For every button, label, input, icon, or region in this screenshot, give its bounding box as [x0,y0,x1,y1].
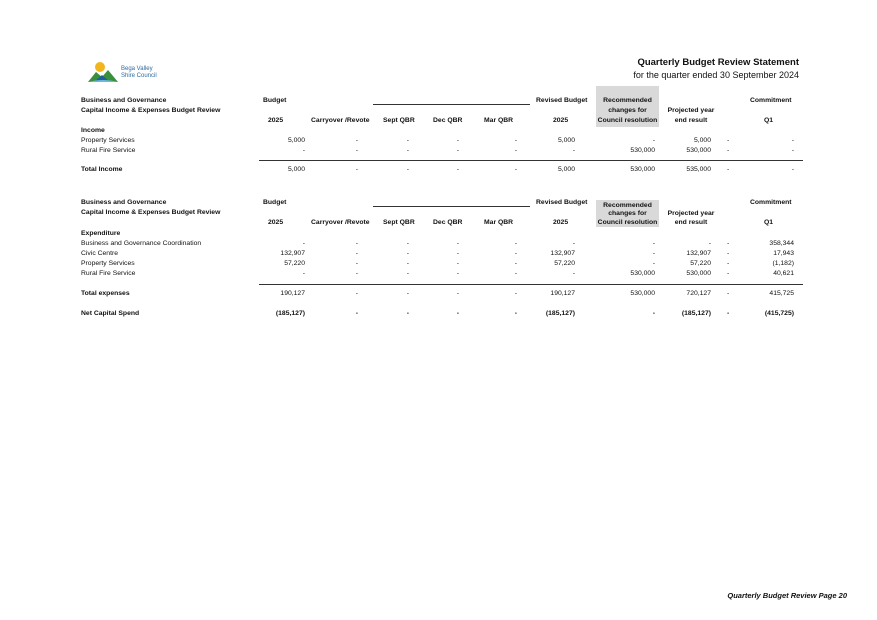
row-label: Property Services [81,137,135,144]
net-sept: - [406,310,409,317]
cell-projected: - [708,240,711,247]
income-heading: Income [81,127,105,134]
dec-qbr-header: Dec QBR [433,117,463,124]
net-projected: (185,127) [681,310,711,317]
cell-budget: 132,907 [280,250,305,257]
budget-header: Budget [263,97,287,104]
cell-budget: 5,000 [287,137,305,144]
total-projected: 720,127 [686,290,711,297]
revised-budget-header: Revised Budget [536,199,588,206]
projected-header-1: Projected year [667,107,715,114]
revised-year-header: 2025 [553,117,569,124]
total-recommended: 530,000 [630,166,655,173]
cell-sept: - [406,137,409,144]
cell-carryover: - [355,270,358,277]
total-carryover: - [355,166,358,173]
net-mar: - [514,310,517,317]
total-recommended: 530,000 [630,290,655,297]
cell-sept: - [406,260,409,267]
recommended-header-1: Recommended [603,202,652,209]
total-expenses-rule [259,284,803,285]
cell-commitment: 17,943 [773,250,794,257]
cell-dec: - [456,240,459,247]
sept-qbr-header: Sept QBR [383,219,415,226]
cell-recommended: - [652,137,655,144]
cell-variance: - [727,137,730,144]
section-subtitle: Capital Income & Expenses Budget Review [81,209,221,216]
qbr-header-rule [373,104,530,105]
row-label: Rural Fire Service [81,147,136,154]
cell-revised: 132,907 [550,250,575,257]
cell-revised: - [572,270,575,277]
cell-commitment: 358,344 [769,240,794,247]
page-title: Quarterly Budget Review Statement [637,57,799,68]
cell-carryover: - [355,260,358,267]
total-sept: - [406,166,409,173]
cell-projected: 57,220 [690,260,711,267]
projected-header-1: Projected year [667,210,715,217]
carryover-header: Carryover /Revote [311,117,370,124]
total-budget: 190,127 [280,290,305,297]
total-projected: 535,000 [686,166,711,173]
cell-recommended: 530,000 [630,147,655,154]
cell-dec: - [456,260,459,267]
svg-text:Shire Council: Shire Council [121,73,157,79]
cell-mar: - [514,250,517,257]
total-sept: - [406,290,409,297]
total-income-label: Total Income [81,166,123,173]
cell-revised: - [572,240,575,247]
cell-dec: - [456,270,459,277]
revised-budget-header: Revised Budget [536,97,588,104]
cell-commitment: - [791,137,794,144]
council-logo [88,58,170,84]
cell-carryover: - [355,147,358,154]
cell-projected: 530,000 [686,147,711,154]
net-commitment: (415,725) [764,310,794,317]
total-budget: 5,000 [287,166,305,173]
cell-projected: 530,000 [686,270,711,277]
cell-mar: - [514,147,517,154]
cell-revised: 5,000 [557,137,575,144]
commitment-header: Commitment [750,97,792,104]
cell-projected: 5,000 [693,137,711,144]
total-carryover: - [355,290,358,297]
total-variance: - [727,290,730,297]
cell-commitment: (1,182) [772,260,794,267]
total-mar: - [514,290,517,297]
total-revised: 5,000 [557,166,575,173]
cell-recommended: - [652,250,655,257]
page-title-block [633,57,799,82]
cell-commitment: - [791,147,794,154]
recommended-header-3: Council resolution [597,117,658,124]
mar-qbr-header: Mar QBR [484,219,514,226]
section-title: Business and Governance [81,97,167,104]
net-dec: - [456,310,459,317]
cell-sept: - [406,250,409,257]
projected-header-2: end result [674,117,708,124]
cell-revised: 57,220 [554,260,575,267]
cell-sept: - [406,270,409,277]
page-subtitle: for the quarter ended 30 September 2024 [633,70,799,80]
total-commitment: - [791,166,794,173]
net-recommended: - [652,310,655,317]
cell-mar: - [514,260,517,267]
total-income-rule [259,160,803,161]
cell-recommended: - [652,260,655,267]
recommended-header-2: changes for [608,107,647,114]
budget-year-header: 2025 [268,219,284,226]
carryover-header: Carryover /Revote [311,219,370,226]
cell-dec: - [456,147,459,154]
total-revised: 190,127 [550,290,575,297]
cell-revised: - [572,147,575,154]
cell-variance: - [727,147,730,154]
qbr-header-rule [373,206,530,207]
net-carryover: - [355,310,358,317]
cell-budget: 57,220 [284,260,305,267]
net-revised: (185,127) [545,310,575,317]
cell-carryover: - [355,240,358,247]
cell-mar: - [514,240,517,247]
row-label: Civic Centre [81,250,119,257]
section-subtitle: Capital Income & Expenses Budget Review [81,107,221,114]
cell-recommended: - [652,240,655,247]
commitment-header: Commitment [750,199,792,206]
section-title: Business and Governance [81,199,167,206]
sept-qbr-header: Sept QBR [383,117,415,124]
row-label: Rural Fire Service [81,270,136,277]
budget-year-header: 2025 [268,117,284,124]
recommended-header-3: Council resolution [597,219,658,226]
total-variance: - [727,166,730,173]
total-commitment: 415,725 [769,290,794,297]
svg-text:Bega Valley: Bega Valley [121,66,153,72]
cell-commitment: 40,621 [773,270,794,277]
cell-variance: - [727,250,730,257]
cell-sept: - [406,147,409,154]
cell-recommended: 530,000 [630,270,655,277]
cell-projected: 132,907 [686,250,711,257]
cell-dec: - [456,137,459,144]
cell-variance: - [727,270,730,277]
cell-dec: - [456,250,459,257]
mar-qbr-header: Mar QBR [484,117,514,124]
dec-qbr-header: Dec QBR [433,219,463,226]
cell-budget: - [302,270,305,277]
net-variance: - [727,310,730,317]
net-capital-label: Net Capital Spend [81,310,140,317]
projected-header-2: end result [674,219,708,226]
expenditure-heading: Expenditure [81,230,121,237]
cell-mar: - [514,270,517,277]
budget-header: Budget [263,199,287,206]
row-label: Business and Governance Coordination [81,240,202,247]
cell-budget: - [302,147,305,154]
recommended-header-1: Recommended [603,97,652,104]
cell-carryover: - [355,250,358,257]
total-dec: - [456,290,459,297]
cell-mar: - [514,137,517,144]
cell-budget: - [302,240,305,247]
q1-header: Q1 [764,219,774,226]
cell-sept: - [406,240,409,247]
cell-variance: - [727,260,730,267]
revised-year-header: 2025 [553,219,569,226]
cell-variance: - [727,240,730,247]
row-label: Property Services [81,260,135,267]
total-mar: - [514,166,517,173]
total-dec: - [456,166,459,173]
cell-carryover: - [355,137,358,144]
total-expenses-label: Total expenses [81,290,130,297]
page-footer: Quarterly Budget Review Page 20 [727,591,847,600]
net-budget: (185,127) [275,310,305,317]
recommended-header-2: changes for [608,210,647,217]
q1-header: Q1 [764,117,774,124]
